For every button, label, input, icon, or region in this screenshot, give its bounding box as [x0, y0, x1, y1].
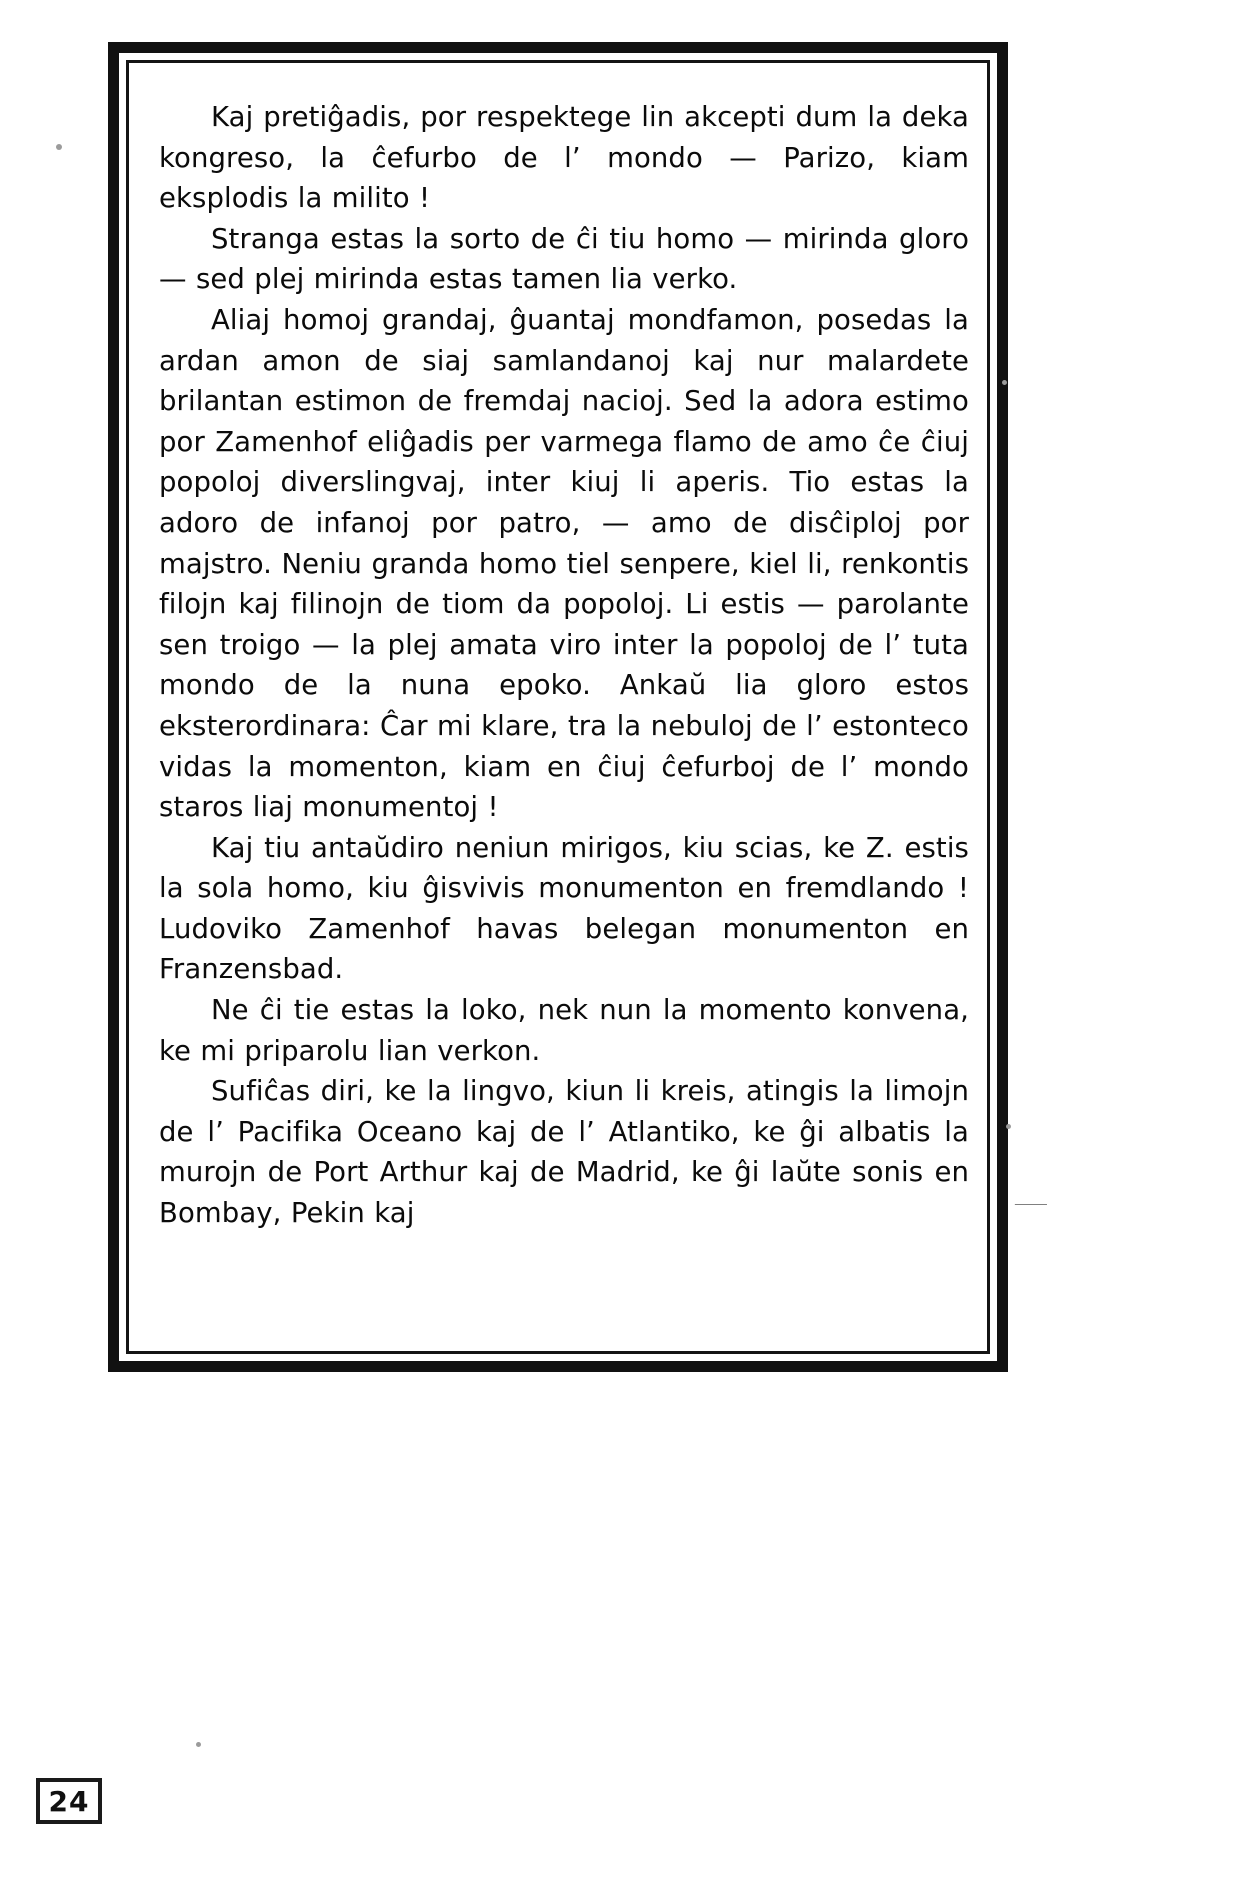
margin-pencil-mark-icon: ⸺ [1014, 1191, 1048, 1215]
paragraph: Kaj pretiĝadis, por respektege lin akcepti dum la deka kongreso, la ĉefurbo de l’ mondo — Parizo, kiam eksplodis la milito ! [159, 101, 969, 215]
paragraph: Kaj tiu antaŭdiro neniun mirigos, kiu scias, ke Z. estis la sola homo, kiu ĝisvivis monumenton en fremdlando ! Ludoviko Zamenhof havas belegan monumenton en Franzensbad. [159, 831, 969, 986]
body-text-column [159, 97, 969, 1234]
page-number-box [36, 1778, 102, 1824]
scan-speckle-icon [56, 144, 62, 150]
paragraph: Sufiĉas diri, ke la lingvo, kiun li kreis, atingis la limojn de l’ Pacifika Oceano kaj de l’ Atlantiko, ke ĝi albatis la murojn de Port Arthur kaj de Madrid, ke ĝi laŭte sonis en Bombay, Pekin kaj [159, 1075, 969, 1230]
scan-speckle-icon [1002, 380, 1007, 385]
paragraph: Ne ĉi tie estas la loko, nek nun la momento konvena, ke mi priparolu lian verkon. [159, 994, 969, 1067]
scan-speckle-icon [196, 1742, 201, 1747]
paragraph: Stranga estas la sorto de ĉi tiu homo — mirinda gloro — sed plej mirinda estas tamen lia verko. [159, 222, 969, 296]
paragraph: Aliaj homoj grandaj, ĝuantaj mondfamon, posedas la ardan amon de siaj samlandanoj kaj nur malardete brilantan estimon de fremdaj nacioj. Sed la adora estimo por Zamenhof eliĝadis per varmega flamo de amo ĉe ĉiuj popoloj diverslingvaj, inter kiuj li aperis. Tio estas la adoro de infanoj por patro, — amo de disĉiploj por majstro. Neniu granda homo tiel senpere, kiel li, renkontis filojn kaj filinojn de tiom da popoloj. Li estis — parolante sen troigo — la plej amata viro inter la popoloj de l’ tuta mondo de la nuna epoko. Ankaŭ lia gloro estos eksterordinara: Ĉar mi klare, tra la nebuloj de l’ estonteco vidas la momenton, kiam en ĉiuj ĉefurboj de l’ mondo staros liaj monumentoj ! [159, 303, 969, 824]
page-border-frame [108, 42, 1008, 1372]
scan-speckle-icon [1006, 1124, 1011, 1129]
page-number: 24 [48, 1784, 90, 1818]
